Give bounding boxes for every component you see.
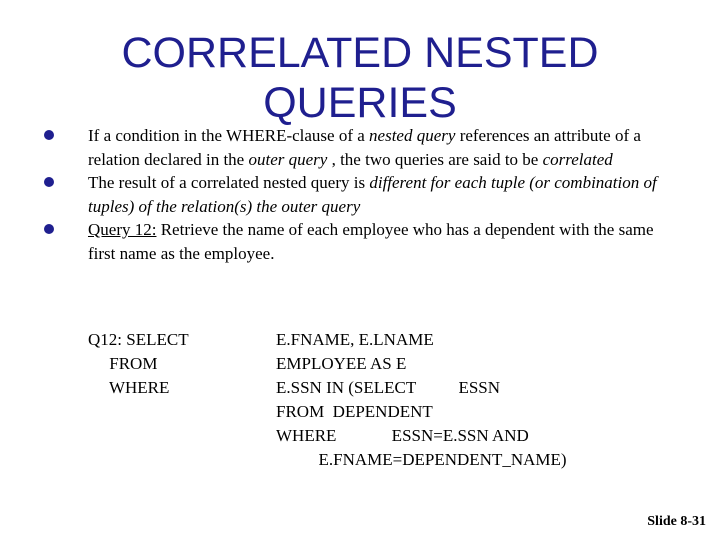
slide-title [60,28,660,128]
bullet-item-2 [42,171,662,218]
query-keyword-select: Q12: SELECT [88,330,189,349]
bullet-1-italic-a: nested query [369,126,456,145]
query-clause-line: WHERE ESSN=E.SSN AND [276,426,529,445]
query-clauses [276,328,567,472]
query-keyword-where: WHERE [88,378,170,397]
bullet-3-text: Retrieve the name of each employee who has a dependent with the same first name as the employee. [88,220,654,263]
bullet-1-italic-b: outer query [248,149,328,169]
bullet-1-text-c: , the two queries are said to be [327,149,543,169]
query-clause-line: E.FNAME=DEPENDENT_NAME) [276,450,567,469]
bullet-list [42,124,662,265]
query-keywords [88,328,189,400]
bullet-item-1 [42,124,662,171]
bullet-2-italic-a: different for each tuple (or combination of tuples) of the relation(s) the outer query [88,173,657,216]
query-clause-line: FROM DEPENDENT [276,402,433,421]
bullet-item-3 [42,218,662,265]
bullet-1-text-b: references an attribute of a relation declared in the [88,126,641,169]
slide-title-line-2: QUERIES [263,79,457,127]
slide-title-line-1: CORRELATED NESTED [121,29,599,77]
query-clause-line: E.SSN IN (SELECT ESSN [276,378,501,397]
bullet-2-text-a: The result of a correlated nested query is [88,173,370,192]
bullet-dot-icon [44,130,54,140]
query-keyword-from: FROM [88,354,158,373]
bullet-dot-icon [44,177,54,187]
bullet-1-italic-c: correlated [542,149,613,169]
bullet-1-text-a: If a condition in the WHERE-clause of a [88,126,370,145]
bullet-dot-icon [44,224,54,234]
bullet-3-query-label: Query 12: [88,220,157,239]
query-clause-line: E.FNAME, E.LNAME [276,330,434,349]
query-clause-line: EMPLOYEE AS E [276,354,407,373]
slide-number: Slide 8-31 [647,514,706,529]
